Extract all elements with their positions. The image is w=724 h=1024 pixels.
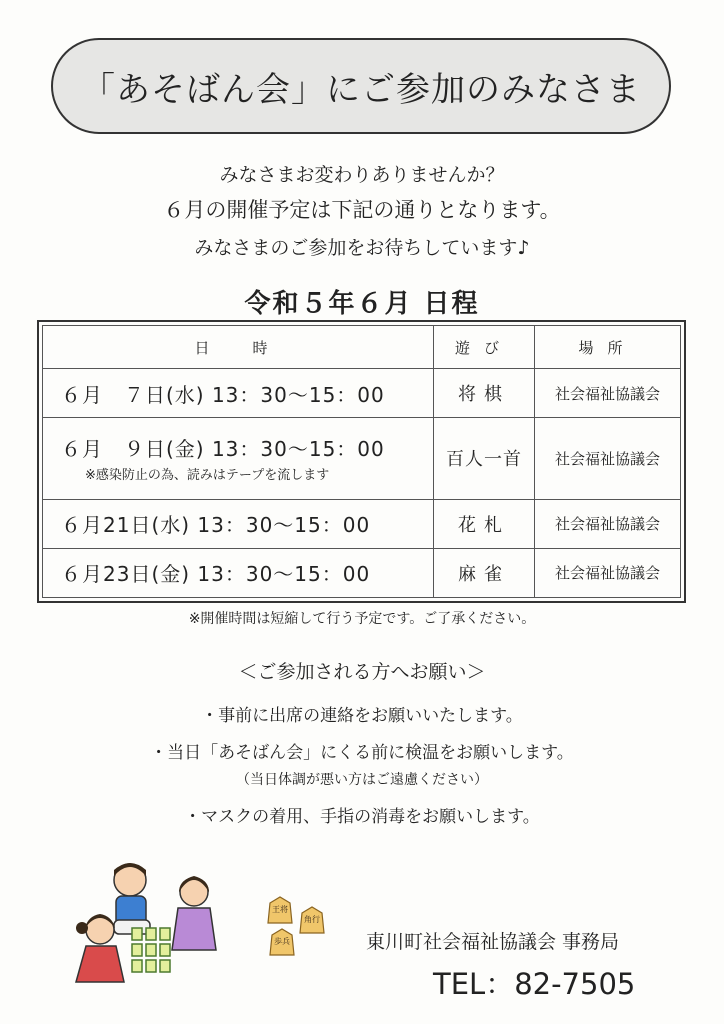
row-place: 社会福祉協議会 xyxy=(535,369,681,418)
row-place: 社会福祉協議会 xyxy=(535,418,681,499)
table-header-row xyxy=(43,326,681,369)
datetime-text: ６月21日(水) 13：30〜15：00 xyxy=(61,513,371,538)
schedule-table-frame xyxy=(37,320,686,603)
row-datetime xyxy=(43,418,434,499)
row-place: 社会福祉協議会 xyxy=(535,548,681,597)
phone-number: TEL：82-7505 xyxy=(433,967,636,1001)
request-item: ・事前に出席の連絡をお願いいたします。 xyxy=(201,706,523,726)
organization-name: 東川町社会福祉協議会 事務局 xyxy=(366,931,620,953)
table-row xyxy=(43,499,681,548)
intro-line-2: ６月の開催予定は下記の通りとなります。 xyxy=(163,198,561,222)
request-item: ・当日「あそばん会」にくる前に検温をお願いします。 xyxy=(150,743,574,763)
datetime-text: ６月 ９日(金) 13：30〜15：00 xyxy=(61,437,385,462)
table-row xyxy=(43,369,681,418)
datetime-text: ６月23日(金) 13：30〜15：00 xyxy=(61,562,371,587)
row-activity: 百人一首 xyxy=(434,418,535,499)
table-row xyxy=(43,548,681,597)
header-datetime: 日 時 xyxy=(43,326,434,369)
row-activity: 花札 xyxy=(434,499,535,548)
table-row xyxy=(43,418,681,499)
shogi-piece-label: 角行 xyxy=(304,915,320,924)
requests-heading: ＜ご参加される方へお願い＞ xyxy=(238,661,486,683)
row-note: ※感染防止の為、読みはテープを流します xyxy=(85,468,330,484)
intro-line-3: みなさまのご参加をお待ちしています♪ xyxy=(194,237,530,259)
row-datetime xyxy=(43,369,434,418)
row-place: 社会福祉協議会 xyxy=(535,499,681,548)
header-activity: 遊び xyxy=(434,326,535,369)
row-datetime xyxy=(43,548,434,597)
page-title: 「あそばん会」にご参加のみなさま xyxy=(81,69,641,110)
request-note: （当日体調が悪い方はご遠慮ください） xyxy=(236,772,488,788)
row-activity: 麻雀 xyxy=(434,548,535,597)
request-item: ・マスクの着用、手指の消毒をお願いします。 xyxy=(184,807,540,827)
shogi-piece-label: 王将 xyxy=(272,905,288,914)
row-activity: 将棋 xyxy=(434,369,535,418)
shogi-piece-label: 歩兵 xyxy=(274,937,290,946)
header-place: 場所 xyxy=(535,326,681,369)
schedule-title: 令和５年６月 日程 xyxy=(244,289,480,319)
kids-icon xyxy=(68,858,238,988)
shogi-icon xyxy=(262,893,332,963)
datetime-text: ６月 ７日(水) 13：30〜15：00 xyxy=(61,382,385,407)
table-note: ※開催時間は短縮して行う予定です。ご了承ください。 xyxy=(188,611,536,627)
schedule-table xyxy=(42,325,681,598)
row-datetime xyxy=(43,499,434,548)
title-banner xyxy=(51,38,671,134)
intro-line-1: みなさまお変わりありませんか？ xyxy=(219,164,505,186)
